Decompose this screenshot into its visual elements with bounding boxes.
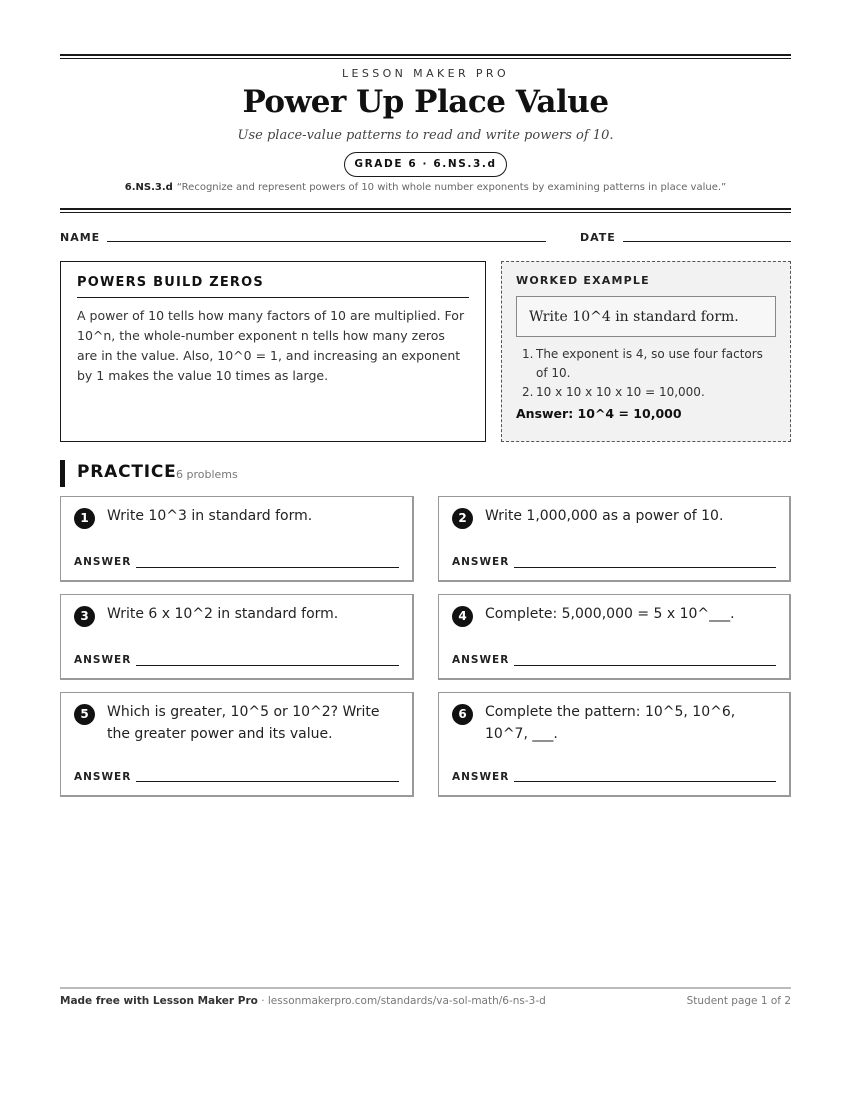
problem-number-badge: 2 <box>452 508 473 529</box>
standard-code: 6.NS.3.d <box>124 182 173 193</box>
date-field[interactable] <box>623 241 791 242</box>
example-heading: WORKED EXAMPLE <box>516 274 650 287</box>
concept-heading: POWERS BUILD ZEROS <box>77 275 469 298</box>
date-label: DATE <box>580 231 616 244</box>
example-step <box>516 345 776 383</box>
page-subtitle: Use place-value patterns to read and write powers of 10. <box>237 128 614 143</box>
problem-text: Write 6 x 10^2 in standard form. <box>107 606 339 622</box>
step-number: 2. <box>522 385 534 399</box>
concept-body: A power of 10 tells how many factors of 10 are multiplied. For 10^n, the whole-number exponent n tells how many zeros are in the value. Also, 10^0 = 1, and increasing an exponent by 1 makes the value 10 times as large. <box>77 308 465 383</box>
example-steps <box>516 345 776 402</box>
footer-credit <box>60 995 546 1007</box>
problem-card-2 <box>438 496 791 582</box>
problem-number-badge: 5 <box>74 704 95 725</box>
problem-card-4 <box>438 594 791 680</box>
problem-card-1 <box>60 496 414 582</box>
answer-field[interactable] <box>514 781 776 782</box>
problem-number-badge: 4 <box>452 606 473 627</box>
answer-label: ANSWER <box>452 556 510 568</box>
grade-badge: GRADE 6 · 6.NS.3.d <box>344 152 507 177</box>
example-answer: Answer: 10^4 = 10,000 <box>516 406 682 421</box>
concept-box <box>60 261 486 442</box>
practice-accent-bar <box>60 460 65 487</box>
problem-text: Write 1,000,000 as a power of 10. <box>485 508 724 524</box>
header-top-rule <box>60 54 791 59</box>
header-bottom-rule <box>60 208 791 213</box>
problem-text: Write 10^3 in standard form. <box>107 508 313 524</box>
brand-label: LESSON MAKER PRO <box>341 67 510 80</box>
footer-page-number: Student page 1 of 2 <box>686 995 791 1007</box>
problem-number-badge: 1 <box>74 508 95 529</box>
problem-card-3 <box>60 594 414 680</box>
answer-label: ANSWER <box>74 556 132 568</box>
problem-text: Complete: 5,000,000 = 5 x 10^___. <box>485 606 735 622</box>
problem-text: Complete the pattern: 10^5, 10^6, 10^7, ___. <box>485 704 736 742</box>
example-problem: Write 10^4 in standard form. <box>516 296 776 337</box>
answer-label: ANSWER <box>74 654 132 666</box>
answer-label: ANSWER <box>452 771 510 783</box>
page-title: Power Up Place Value <box>242 84 609 120</box>
step-text: The exponent is 4, so use four factors of 10. <box>536 347 763 380</box>
answer-label: ANSWER <box>74 771 132 783</box>
step-number: 1. <box>522 347 534 361</box>
worked-example-box <box>501 261 791 442</box>
worksheet-page <box>60 0 791 1100</box>
answer-field[interactable] <box>136 781 399 782</box>
problem-card-5 <box>60 692 414 797</box>
problem-number-badge: 6 <box>452 704 473 725</box>
footer-made-with: Made free with Lesson Maker Pro <box>60 995 258 1007</box>
answer-label: ANSWER <box>452 654 510 666</box>
name-label: NAME <box>60 231 101 244</box>
standard-text: “Recognize and represent powers of 10 with whole number exponents by examining patterns in place value.” <box>176 182 727 193</box>
practice-title: PRACTICE <box>77 462 177 482</box>
footer-rule <box>60 987 791 989</box>
answer-field[interactable] <box>514 665 776 666</box>
footer-url[interactable]: · lessonmakerpro.com/standards/va-sol-math/6-ns-3-d <box>257 995 546 1007</box>
step-text: 10 x 10 x 10 x 10 = 10,000. <box>536 385 705 399</box>
answer-field[interactable] <box>136 665 399 666</box>
answer-field[interactable] <box>136 567 399 568</box>
example-step <box>516 383 776 402</box>
answer-field[interactable] <box>514 567 776 568</box>
problem-number-badge: 3 <box>74 606 95 627</box>
name-field[interactable] <box>107 241 546 242</box>
problem-card-6 <box>438 692 791 797</box>
standard-description <box>60 182 791 193</box>
practice-count: 6 problems <box>176 468 238 481</box>
problem-text: Which is greater, 10^5 or 10^2? Write the greater power and its value. <box>107 704 380 742</box>
